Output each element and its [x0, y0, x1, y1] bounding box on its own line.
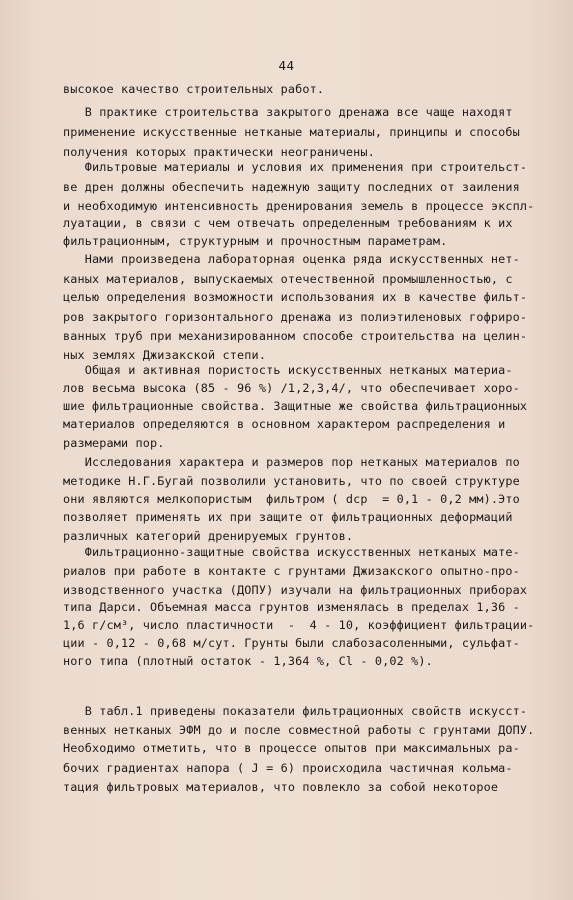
text-line: высокое качество строительных работ.: [63, 82, 325, 96]
text-line: ров закрытого горизонтального дренажа из полиэтиленовых гофриро-: [63, 310, 528, 324]
text-line: позволяет применять их при защите от фильтрационных деформаций: [63, 510, 513, 524]
text-line: луатации, в связи с чем отвечать определенным требованиям к их: [63, 216, 513, 230]
text-line: бочих градиентах напора ( J = 6) происходила частичная кольма-: [63, 761, 513, 775]
text-line: различных категорий дренируемых грунтов.: [63, 529, 354, 543]
text-line: 1,6 г/см³, число пластичности - 4 - 10, коэффициент фильтрации-: [63, 618, 535, 632]
text-line: Необходимо отметить, что в процессе опытов при максимальных ра-: [63, 741, 520, 755]
text-line: Общая и активная пористость искусственных нетканых материа-: [63, 363, 513, 377]
text-line: типа Дарси. Объемная масса грунтов изменялась в пределах 1,36 -: [63, 600, 520, 614]
text-line: шие фильтрационные свойства. Защитные же свойства фильтрационных: [63, 399, 528, 413]
text-line: ного типа (плотный остаток - 1,364 %, Cl - 0,02 %).: [63, 654, 433, 668]
text-line: лов весьма высока (85 - 96 %) /1,2,3,4/, что обеспечивает хоро-: [63, 381, 520, 395]
text-line: венных нетканых ЭФМ до и после совместной работы с грунтами ДОПУ.: [63, 723, 535, 737]
text-line: применение искусственные нетканые материалы, принципы и способы: [63, 125, 520, 139]
text-line: изводственного участка (ДОПУ) изучали на фильтрационных приборах: [63, 583, 528, 597]
text-line: получения которых практически неограничены.: [63, 145, 375, 159]
text-line: размерами пор.: [63, 436, 165, 450]
text-line: Нами произведена лабораторная оценка ряда искусственных нет-: [63, 252, 520, 266]
text-line: они являются мелкопористым фильтром ( dср = 0,1 - 0,2 мм).Это: [63, 492, 520, 506]
text-line: Фильтрационно-защитные свойства искусственных нетканых мате-: [63, 545, 520, 559]
text-line: тация фильтровых материалов, что повлекло за собой некоторое: [63, 780, 499, 794]
text-line: ванных труб при механизированном способе строительства на целин-: [63, 329, 528, 343]
text-line: Исследования характера и размеров пор нетканых материалов по: [63, 455, 520, 469]
text-line: Фильтровые материалы и условия их применения при строительст-: [63, 160, 528, 174]
text-line: материалов определяются в основном характером распределения и: [63, 417, 506, 431]
text-line: каных материалов, выпускаемых отечественной промышленностью, с: [63, 272, 513, 286]
text-line: ве дрен должны обеспечить надежную защиту последних от заиления: [63, 180, 520, 194]
text-line: риалов при работе в контакте с грунтами Джизакского опытно-про-: [63, 564, 520, 578]
text-line: фильтрационным, структурным и прочностным параметрам.: [63, 234, 448, 248]
text-line: ных землях Джизакской степи.: [63, 348, 267, 362]
page-number: 44: [278, 58, 295, 73]
text-line: целью определения возможности использования их в качестве фильт-: [63, 290, 528, 304]
text-line: ции - 0,12 - 0,68 м/сут. Грунты были слабозасоленными, сульфат-: [63, 636, 520, 650]
text-line: В табл.1 приведены показатели фильтрационных свойств искусст-: [63, 704, 528, 718]
text-line: и необходимую интенсивность дренирования земель в процессе экспл-: [63, 199, 535, 213]
text-line: В практике строительства закрытого дренажа все чаще находят: [63, 105, 513, 119]
text-line: методике Н.Г.Бугай позволили установить, что по своей структуре: [63, 474, 520, 488]
